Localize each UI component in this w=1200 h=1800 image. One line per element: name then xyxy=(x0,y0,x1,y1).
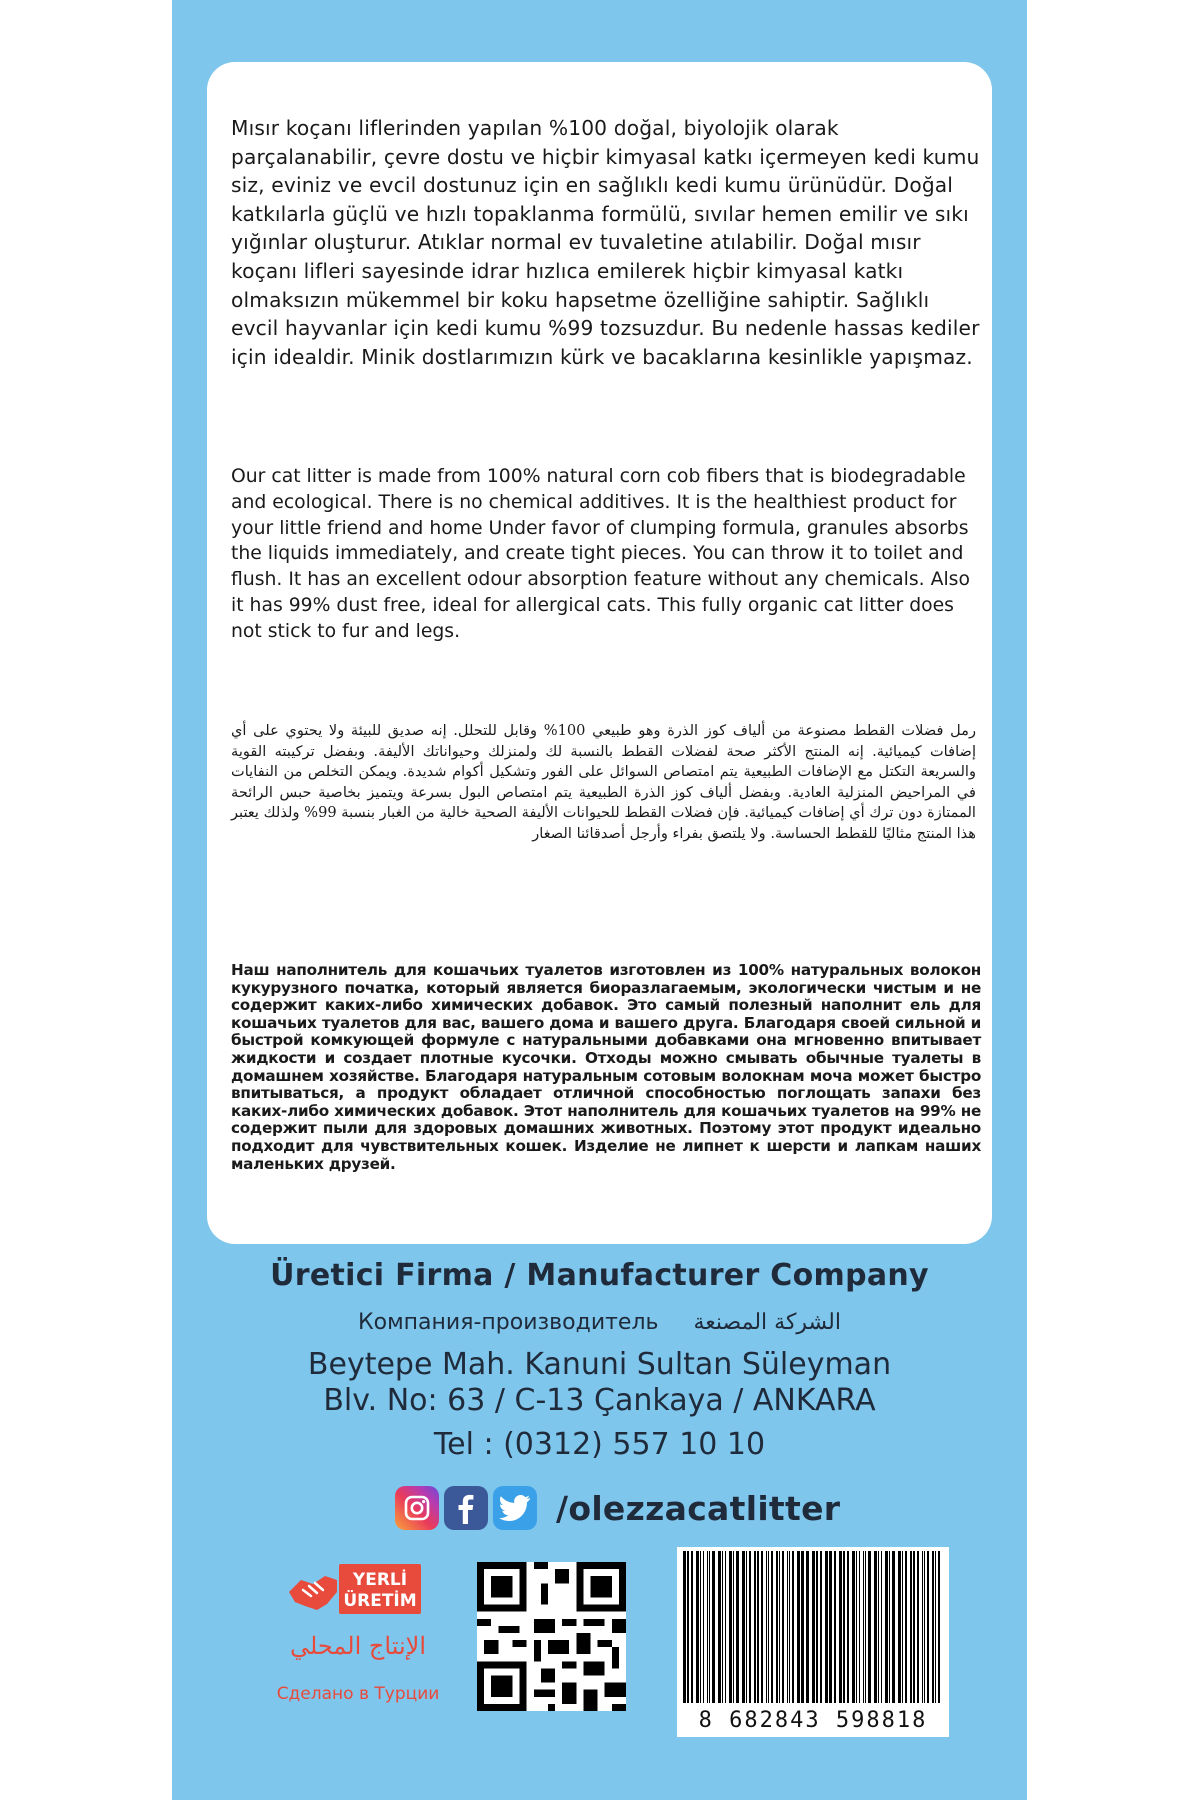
barcode-bar xyxy=(927,1551,929,1703)
barcode-bar xyxy=(797,1551,800,1703)
manufacturer-title: Üretici Firma / Manufacturer Company xyxy=(270,1258,929,1293)
handshake-icon xyxy=(285,1560,425,1618)
barcode-bar xyxy=(801,1551,804,1703)
barcode-bar xyxy=(729,1551,732,1703)
barcode-bar xyxy=(779,1551,780,1703)
badge-line-2: ÜRETİM xyxy=(343,1591,417,1611)
barcode-bar xyxy=(712,1551,715,1703)
barcode-bar xyxy=(806,1551,809,1703)
barcode-bar xyxy=(766,1551,767,1703)
barcode-bar xyxy=(683,1551,686,1703)
barcode-bar xyxy=(761,1551,763,1703)
barcode-bar xyxy=(856,1551,857,1703)
facebook-glyph xyxy=(452,1492,480,1524)
manufacturer-phone: Tel : (0312) 557 10 10 xyxy=(433,1427,766,1462)
instagram-icon[interactable] xyxy=(395,1486,439,1530)
address-line-1: Beytepe Mah. Kanuni Sultan Süleyman xyxy=(307,1347,892,1382)
description-russian: Наш наполнитель для кошачьих туалетов изготовлен из 100% натуральных волокон кукурузного початка, который является биоразлагаемым, экологически чистым и не содержит каких-либо химических добавок. Это самый полезный наполнит ель для кошачьих туалетов для вас, вашего дома и вашего друга. Благодаря своей сильной и быстрой комкующей формуле с натуральными добавками она мгновенно впитывает жидкости и создает плотные кусочки. Отходы можно смывать обычные туалеты в домашнем хозяйстве. Благодаря натуральным сотовым волокнам моча может быстро впитываться, а продукт обладает отличной способностью поглощать запахи без каких-либо химических добавок. Этот наполнитель для кошачьих туалетов на 99% не содержит пыли для здоровых домашних животных. Поэтому этот продукт идеально подходит для чувствительных кошек. Изделие не липнет к шерсти и лапкам наших маленьких друзей. xyxy=(231,961,981,1173)
manufacturer-address xyxy=(172,1347,1027,1419)
barcode-bar xyxy=(820,1551,822,1703)
barcode-bar xyxy=(776,1551,778,1703)
barcode-bar xyxy=(787,1551,788,1703)
barcode-bar xyxy=(768,1551,769,1703)
barcode-bar xyxy=(725,1551,726,1703)
barcode-bar xyxy=(902,1551,903,1703)
twitter-glyph xyxy=(499,1494,531,1522)
barcode-bar xyxy=(700,1551,701,1703)
badge-line-1: YERLİ xyxy=(352,1570,408,1590)
yerli-uretim-badge xyxy=(285,1560,425,1622)
barcode-bar xyxy=(910,1551,912,1703)
barcode-bar xyxy=(905,1551,907,1703)
barcode-bar xyxy=(863,1551,864,1703)
barcode-bar xyxy=(733,1551,734,1703)
barcode-bar xyxy=(881,1551,882,1703)
social-row xyxy=(395,1486,840,1530)
barcode-bar xyxy=(749,1551,751,1703)
barcode-bar xyxy=(913,1551,915,1703)
barcode-bar xyxy=(892,1551,895,1703)
twitter-icon[interactable] xyxy=(493,1486,537,1530)
barcode-bar xyxy=(839,1551,842,1703)
barcode-bar xyxy=(707,1551,708,1703)
barcode-bar xyxy=(924,1551,925,1703)
barcode-bar xyxy=(852,1551,855,1703)
description-english: Our cat litter is made from 100% natural corn cob fibers that is biodegradable and ecological. There is no chemical additives. It is the healthiest product for your little friend and home Under favor of clumping formula, granules absorbs the liquids immediately, and create tight pieces. You can throw it to toilet and flush. It has an excellent odour absorption feature without any chemicals. Also it has 99% dust free, ideal for allergical cats. This fully organic cat litter does not stick to fur and legs. xyxy=(231,466,970,642)
barcode-bar xyxy=(691,1551,693,1703)
barcode-bar xyxy=(782,1551,784,1703)
barcode xyxy=(677,1547,949,1737)
social-handle[interactable]: /olezzacatlitter xyxy=(556,1488,841,1528)
description-arabic: رمل فضلات القطط مصنوعة من ألياف كوز الذرة وهو طبيعي 100% وقابل للتحلل. إنه صديق للبيئة ولا يحتوي على أي إضافات كيميائية. إنه المنتج الأكثر صحة لفضلات القطط بالنسبة لك ولمنزلك وحيواناتك الأليفة. وبفضل تركيبته القوية والسريعة التكتل مع الإضافات الطبيعية يتم امتصاص السوائل على الفور وتشكيل أكوام شديدة. ويمكن التخلص من النفايات في المراحيض المنزلية العادية. وبفضل ألياف كوز الذرة الطبيعية يتم امتصاص البول بسرعة ويتميز بخاصية حبس الرائحة الممتازة دون ترك أي إضافات كيميائية. فإن فضلات القطط للحيوانات الأليفة الصحية خالية من الغبار بنسبة 99% ولذلك يعتبر هذا المنتج مثاليًا للقطط الحساسة. ولا يلتصق بفراء وأرجل أصدقائنا الصغار xyxy=(231,722,976,842)
barcode-bar xyxy=(792,1551,794,1703)
barcode-bar xyxy=(696,1551,699,1703)
barcode-bar xyxy=(874,1551,877,1703)
barcode-bar xyxy=(889,1551,890,1703)
manufacturer-title-ar: الشركة المصنعة xyxy=(693,1310,842,1335)
barcode-bar xyxy=(829,1551,832,1703)
barcode-bar xyxy=(847,1551,849,1703)
manufacturer-subtitle xyxy=(172,1310,1027,1335)
barcode-bar xyxy=(771,1551,773,1703)
made-in-turkey-russian: Сделано в Турции xyxy=(276,1684,440,1704)
barcode-bar xyxy=(746,1551,747,1703)
barcode-bar xyxy=(742,1551,745,1703)
barcode-bar xyxy=(865,1551,866,1703)
barcode-bar xyxy=(703,1551,704,1703)
instagram-glyph xyxy=(402,1493,432,1523)
qr-code xyxy=(477,1562,626,1711)
barcode-bar xyxy=(878,1551,879,1703)
barcode-bar xyxy=(922,1551,923,1703)
manufacturer-title-ru: Компания-производитель xyxy=(357,1310,659,1335)
facebook-icon[interactable] xyxy=(444,1486,488,1530)
barcode-bar xyxy=(834,1551,836,1703)
barcode-bar xyxy=(754,1551,756,1703)
barcode-bar xyxy=(935,1551,936,1703)
barcode-bar xyxy=(938,1551,940,1703)
barcode-bar xyxy=(736,1551,739,1703)
address-line-2: Blv. No: 63 / C-13 Çankaya / ANKARA xyxy=(323,1383,876,1418)
barcode-bar xyxy=(757,1551,759,1703)
barcode-bar xyxy=(722,1551,723,1703)
barcode-bar xyxy=(932,1551,934,1703)
barcode-bar xyxy=(687,1551,689,1703)
barcode-bar xyxy=(885,1551,888,1703)
barcode-bar xyxy=(816,1551,818,1703)
barcode-bar xyxy=(843,1551,845,1703)
barcode-bar xyxy=(898,1551,901,1703)
local-production-arabic: الإنتاج المحلي xyxy=(289,1632,426,1660)
barcode-bar xyxy=(859,1551,860,1703)
barcode-bar xyxy=(789,1551,790,1703)
barcode-bars xyxy=(677,1547,949,1707)
barcode-digits: 8 682843 598818 xyxy=(698,1708,928,1733)
barcode-bar xyxy=(868,1551,871,1703)
description-turkish: Mısır koçanı liflerinden yapılan %100 doğal, biyolojik olarak parçalanabilir, çevre dostu ve hiçbir kimyasal katkı içermeyen kedi kumu siz, eviniz ve evcil dostunuz için en sağlıklı kedi kumu ürünüdür. Doğal katkılarla güçlü ve hızlı topaklanma formülü, sıvılar hemen emilir ve sıkı yığınlar oluşturur. Atıklar normal ev tuvaletine atılabilir. Doğal mısır koçanı lifleri sayesinde idrar hızlıca emilerek hiçbir kimyasal katkı olmaksızın mükemmel bir koku hapsetme özelliğine sahiptir. Sağlıklı evcil hayvanlar için kedi kumu %99 tozsuzdur. Bu nedenle hassas kediler için idealdir. Minik dostlarımızın kürk ve bacaklarına kesinlikle yapışmaz. xyxy=(231,116,980,369)
barcode-bar xyxy=(812,1551,815,1703)
barcode-bar xyxy=(718,1551,721,1703)
barcode-bar xyxy=(917,1551,919,1703)
barcode-bar xyxy=(825,1551,828,1703)
barcode-bar xyxy=(709,1551,710,1703)
